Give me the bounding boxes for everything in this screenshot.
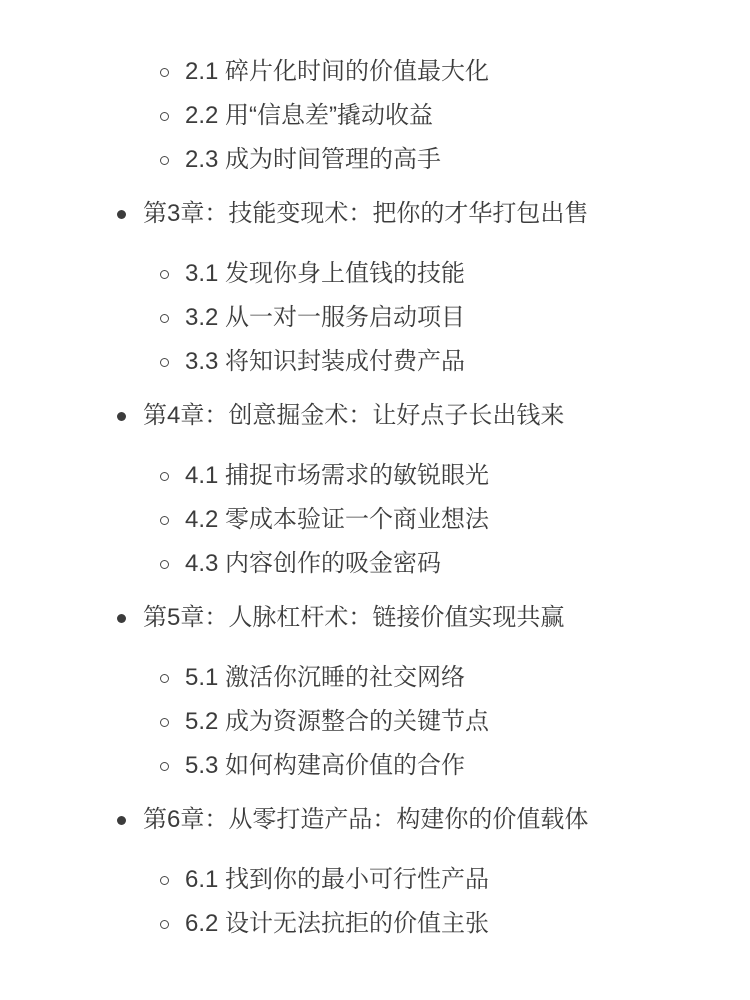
disc-bullet-icon — [117, 614, 126, 623]
subsection-text: 6.1 找到你的最小可行性产品 — [185, 866, 490, 893]
list-item — [0, 902, 750, 946]
subsection-text: 5.1 激活你沉睡的社交网络 — [185, 664, 466, 691]
list-item — [0, 94, 750, 138]
chapter-title: 第6章：从零打造产品：构建你的价值载体 — [143, 806, 589, 833]
disc-bullet-icon — [117, 412, 126, 421]
subsection-text: 4.3 内容创作的吸金密码 — [185, 550, 442, 577]
list-item — [0, 296, 750, 340]
list-item — [0, 542, 750, 586]
subsection-text: 6.2 设计无法抗拒的价值主张 — [185, 910, 490, 937]
subsection-text: 2.3 成为时间管理的高手 — [185, 146, 442, 173]
chapter-5-subsection-list — [0, 656, 750, 788]
list-item — [0, 138, 750, 182]
list-item — [0, 744, 750, 788]
circle-bullet-icon — [160, 718, 169, 727]
list-item — [0, 700, 750, 744]
chapter-heading — [0, 192, 750, 236]
circle-bullet-icon — [160, 270, 169, 279]
circle-bullet-icon — [160, 358, 169, 367]
list-item — [0, 252, 750, 296]
list-item — [0, 454, 750, 498]
chapter-6-subsection-list — [0, 858, 750, 946]
chapter-6-block — [0, 798, 750, 946]
subsection-text: 4.2 零成本验证一个商业想法 — [185, 506, 490, 533]
subsection-text: 3.2 从一对一服务启动项目 — [185, 304, 466, 331]
list-item — [0, 50, 750, 94]
chapter-title: 第4章：创意掘金术：让好点子长出钱来 — [143, 402, 565, 429]
chapter-heading — [0, 596, 750, 640]
chapter-heading — [0, 394, 750, 438]
circle-bullet-icon — [160, 68, 169, 77]
circle-bullet-icon — [160, 112, 169, 121]
chapter-3-block — [0, 192, 750, 384]
circle-bullet-icon — [160, 674, 169, 683]
subsection-text: 3.3 将知识封装成付费产品 — [185, 348, 466, 375]
disc-bullet-icon — [117, 816, 126, 825]
disc-bullet-icon — [117, 210, 126, 219]
chapter-title: 第3章：技能变现术：把你的才华打包出售 — [143, 200, 589, 227]
subsection-text: 5.2 成为资源整合的关键节点 — [185, 708, 490, 735]
circle-bullet-icon — [160, 920, 169, 929]
circle-bullet-icon — [160, 762, 169, 771]
list-item — [0, 340, 750, 384]
subsection-text: 2.2 用“信息差”撬动收益 — [185, 102, 434, 129]
subsection-text: 5.3 如何构建高价值的合作 — [185, 752, 466, 779]
list-item — [0, 858, 750, 902]
list-item — [0, 656, 750, 700]
chapter-5-block — [0, 596, 750, 788]
subsection-text: 2.1 碎片化时间的价值最大化 — [185, 58, 490, 85]
circle-bullet-icon — [160, 516, 169, 525]
circle-bullet-icon — [160, 314, 169, 323]
circle-bullet-icon — [160, 472, 169, 481]
chapter-4-block — [0, 394, 750, 586]
chapter-title: 第5章：人脉杠杆术：链接价值实现共赢 — [143, 604, 565, 631]
subsection-text: 4.1 捕捉市场需求的敏锐眼光 — [185, 462, 490, 489]
chapter-3-subsection-list — [0, 252, 750, 384]
chapter-2-subsection-list — [0, 50, 750, 182]
circle-bullet-icon — [160, 156, 169, 165]
circle-bullet-icon — [160, 876, 169, 885]
chapter-heading — [0, 798, 750, 842]
circle-bullet-icon — [160, 560, 169, 569]
chapter-4-subsection-list — [0, 454, 750, 586]
subsection-text: 3.1 发现你身上值钱的技能 — [185, 260, 466, 287]
list-item — [0, 498, 750, 542]
